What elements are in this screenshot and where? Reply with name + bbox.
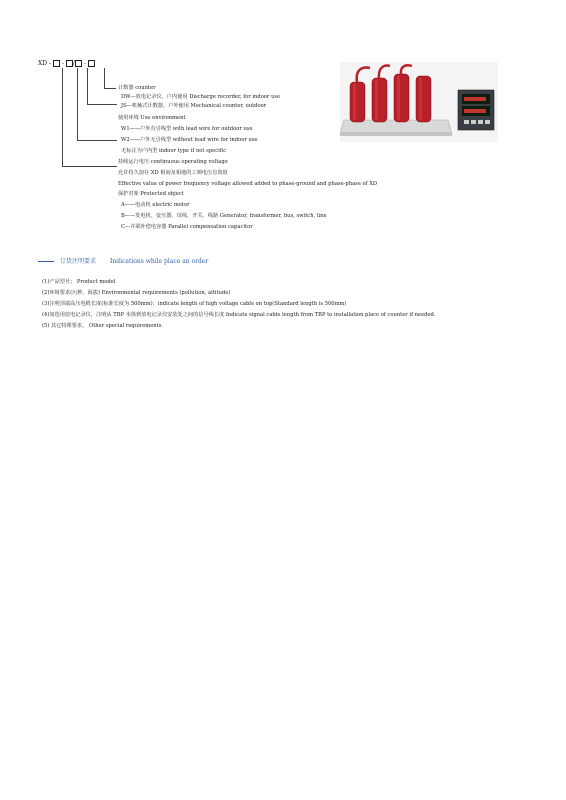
order-item-2: (2)环境要求(污秽、海拔) Environmental requirements (pollution, altitude) [42, 290, 231, 296]
counter-dw: DW—放电记录仪，户内使用 Discharge recorder, for indoor use [121, 94, 281, 100]
surge-protector-illustration [340, 62, 498, 142]
model-sep: - [61, 60, 64, 67]
order-section-rule [38, 261, 54, 262]
model-code [38, 60, 95, 67]
code-box-counter [88, 60, 95, 67]
counter-heading: 计数器 counter [118, 85, 156, 91]
environment-w1: W1——户外有引线型 with lead wire for outdoor use [121, 126, 253, 132]
protected-a: A——电动机 electric motor [121, 202, 190, 208]
bracket-line [87, 104, 117, 105]
protected-c: C—并联补偿电容器 Parallel compensation capacitor [121, 224, 253, 230]
voltage-heading: 持续运行电压 continuous operating voltage [118, 159, 228, 165]
order-item-3: (3)注明顶端高压电缆长度(标准长度为 500mm)；indicate length of high voltage cable on top(Standard length is 500mm) [42, 301, 347, 307]
order-title-cn: 订货注明要求 [60, 258, 97, 265]
order-title-en: Indications while place an order [110, 258, 209, 265]
bracket-line [87, 68, 88, 104]
model-sep: - [83, 60, 86, 67]
counter-js: JS—机械式计数器，户外使用 Mechanical counter, outdoor [121, 103, 267, 109]
bracket-line [77, 68, 78, 140]
voltage-cn: 允许持久加在 XD 相间及相地的工频电压有效值 [118, 170, 228, 176]
voltage-en: Effective value of power frequency voltage allowed added to phase-ground and phase-phase of XD [118, 181, 378, 187]
environment-w2: W2——户外无引线型 without lead wire for indoor use [121, 137, 258, 143]
order-item-5: (5) 其它特殊要求。 Other special requirements. [42, 323, 163, 329]
environment-none: 无标注为户内型 indoor type if not specific [121, 148, 227, 154]
order-item-1: (1)产品型号； Product model [42, 279, 116, 285]
protected-b: B——发电机、变压器、母线、开关、线路 Generator, transformer, bus, switch, line [121, 213, 327, 219]
order-section-title [38, 256, 208, 265]
bracket-line [77, 140, 117, 141]
code-box-protected [53, 60, 60, 67]
model-slash: / [72, 60, 75, 67]
bracket-line [62, 166, 117, 167]
protected-heading: 保护对象 Protected object [118, 191, 184, 197]
code-box-voltage [66, 60, 73, 67]
bracket-line [104, 68, 105, 88]
product-photo [340, 62, 498, 142]
order-item-4: (4)如选用放电记录仪，注明从 TBP 本体到放电记录仪安装处之间的信号线长度 Indicate signal cable length from TBP to installation place of counter if needed. [42, 312, 436, 318]
model-prefix: XD [38, 60, 48, 67]
code-box-environment [72, 60, 82, 67]
environment-heading: 使用环境 Use environment [118, 115, 186, 121]
model-sep: - [49, 60, 52, 67]
bracket-line [104, 88, 116, 89]
bracket-line [62, 68, 63, 166]
